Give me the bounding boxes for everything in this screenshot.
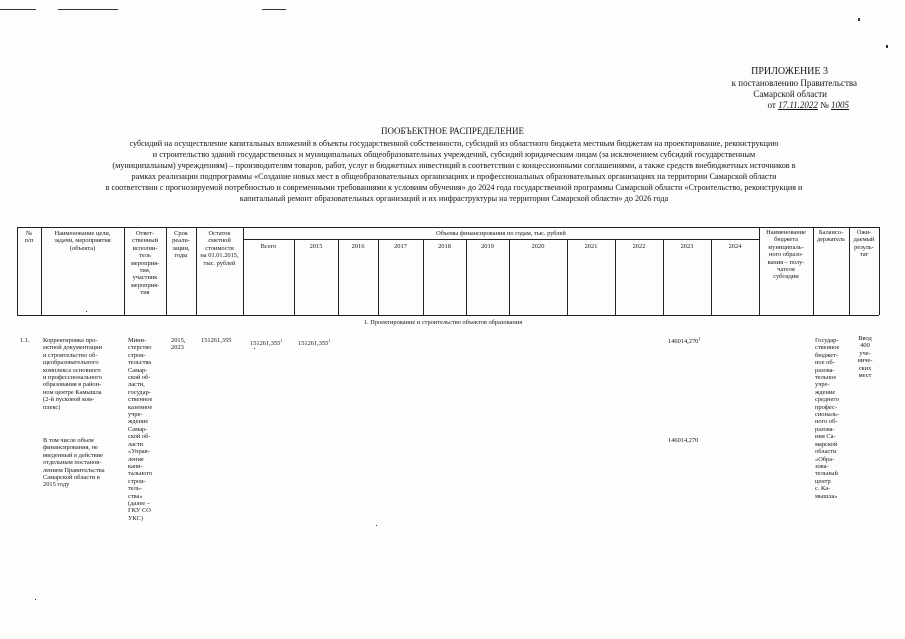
row-2023-note: 146014,270	[668, 437, 699, 444]
appendix-line2: Самарской области	[753, 89, 827, 99]
header-responsible: Ответ- ственный исполни- тель мероприя- тия, участник мероприя- тия	[130, 230, 160, 297]
row-result: Ввод 400 уче- ниче- ских мест	[857, 335, 873, 380]
header-recipient: Наименование бюджета муниципаль- ного образо- вания – полу- чателя субсидии	[766, 229, 806, 281]
scan-speck	[86, 311, 87, 312]
table-header-bottom	[17, 315, 879, 316]
desc-line: и строительство зданий государственных и муниципальных общеобразовательных учреждений, субсидий юридическим лицам (за исключением субсидий государственным	[152, 150, 756, 159]
header-year: 2016	[351, 243, 365, 250]
appendix-title: ПРИЛОЖЕНИЕ 3	[751, 66, 828, 77]
table-header-divider	[243, 239, 759, 240]
col-line	[879, 227, 880, 315]
desc-line: (муниципальным) учреждениям) – производителям товаров, работ, услуг и бюджетных инвестиций в соответствии с концессионными соглашениями, а также средств внебюджетных источников в	[112, 161, 796, 170]
header-result: Ожи- даемый резуль- тат	[853, 229, 875, 259]
desc-line: в соответствии с прогнозируемой потребностью и современными требованиями к условиям обучения» до 2024 года государственной программы Самарской области «Строительство, реконструкция и	[105, 183, 803, 192]
row-name-note: В том числе объем финансирования, не введенный в действие отдельным постанов- лением Правительства Самарской области в 2015 году	[43, 437, 105, 489]
scan-speck	[35, 599, 36, 600]
header-volumes: Объемы финансирования по годам, тыс. рублей	[436, 230, 566, 237]
row-2015: 151261,355$^1$	[298, 338, 331, 348]
header-year: 2018	[438, 243, 451, 250]
header-year: 2019	[481, 243, 494, 250]
section-title: 1. Проектирование и строительство объектов образования	[363, 319, 523, 326]
header-year: 2023	[680, 243, 694, 250]
header-year: 2020	[531, 243, 545, 250]
signature-number: 1005	[831, 100, 849, 110]
row-name: Корректировка про- ектной документации и строительство об- щеобразовательного комплекса основного и профессионального образования в район- ном центре Камышла (2-й пусковой ком- плекс)	[43, 337, 103, 411]
header-term: Срок реали- зации, годы	[172, 230, 190, 260]
desc-line: субсидий на осуществление капитальных вложений в объекты государственной собственности, субсидий из областного бюджета местным бюджетам на проектирование, реконструкцию	[129, 139, 779, 148]
header-year: 2022	[632, 243, 646, 250]
scan-mark	[262, 9, 286, 10]
header-num: № п/п	[24, 230, 34, 245]
document-description	[14, 138, 894, 204]
signature-date: 17.11.2022	[778, 100, 818, 110]
row-2023: 146014,270$^1$	[668, 336, 701, 346]
date-prefix: от	[767, 100, 776, 110]
row-responsible: Мини- стерство строи- тельства Самар- ской об- ласти, государ- ственное казенное учре- ждение Самар- ской об- ласти «Управ- ление капи- тального строи- тель- ства» (далее – ГКУ СО УКС)	[128, 337, 153, 522]
row-term: 2015, 2023	[171, 337, 186, 352]
desc-line: рамках реализации подпрограммы «Создание новых мест в общеобразовательных организациях и профессиональных образовательных организациях на территории Самарской области	[131, 172, 777, 181]
col-line	[243, 227, 244, 315]
header-balance: Остаток сметной стоимости на 01.01.2015, тыс. рублей	[200, 230, 239, 267]
header-year: 2015	[309, 243, 323, 250]
scan-mark	[58, 9, 118, 10]
header-year: 2017	[394, 243, 407, 250]
row-balance: 151261,355	[201, 337, 232, 344]
appendix-date-line	[599, 100, 849, 111]
document-title: ПООБЪЕКТНОЕ РАСПРЕДЕЛЕНИЕ	[381, 126, 524, 136]
row-total: 151261,355$^1$	[250, 338, 283, 348]
scan-mark	[886, 45, 888, 48]
row-number: 1.1.	[20, 337, 30, 344]
row-holder: Государ- ственное бюджет- ное об- разова- тельное учре- ждение среднего профес- сиональ- ного об- разова- ния Са- марской области «Обра- зова- тельный центр с. Ка- мышла»	[815, 337, 840, 500]
scan-speck	[376, 525, 377, 526]
appendix-line1: к постановлению Правительства	[731, 78, 857, 88]
header-year: 2024	[728, 243, 742, 250]
header-name: Наименование цели, задачи, мероприятия (объекта)	[54, 230, 111, 252]
desc-line: капитальный ремонт образовательных организаций и их инфраструктуры на территории Самарской области» до 2026 года	[239, 194, 669, 203]
header-holder: Балансо- держатель	[816, 229, 846, 244]
scan-speck	[254, 348, 255, 349]
scan-mark	[0, 9, 36, 10]
header-total: Всего	[260, 243, 277, 250]
header-year: 2021	[584, 243, 598, 250]
scan-mark	[858, 18, 860, 21]
table-border-top	[17, 227, 879, 228]
number-prefix: №	[820, 100, 829, 110]
